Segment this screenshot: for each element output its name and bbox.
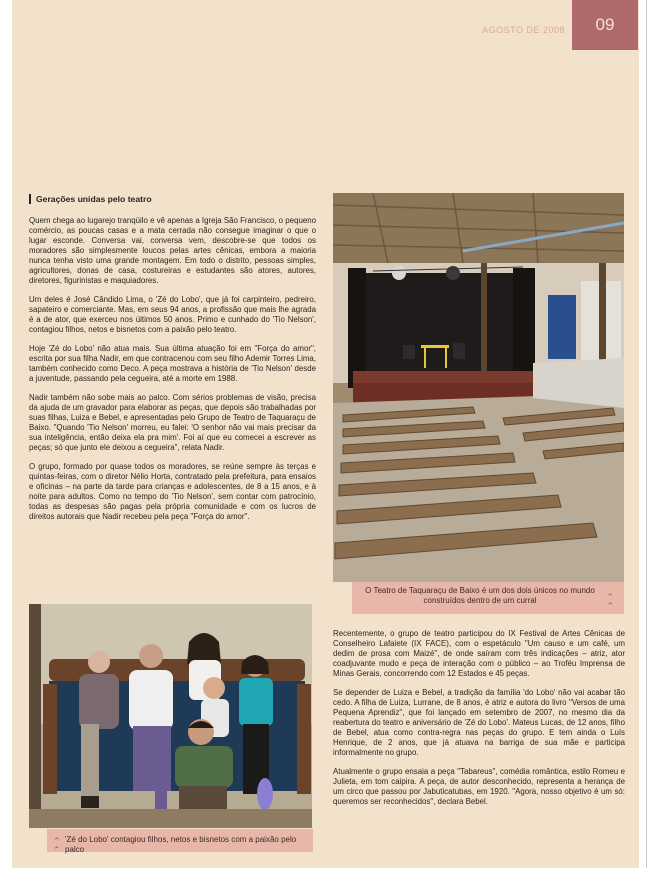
page-edge-divider (646, 0, 647, 868)
article-right-column (333, 629, 625, 816)
paragraph: Atualmente o grupo ensaia a peça "Tabareus", comédia romântica, estilo Romeu e Julieta, em tom caipira. A peça, de autor desconhecido, representa a herança de um circo que passou por Jabuticatubas, em 1920. "Agora, nosso objetivo é um só: queremos ser reconhecidos", declara Bebel. (333, 767, 625, 806)
section-title: Gerações unidas pelo teatro (36, 194, 152, 204)
paragraph: Recentemente, o grupo de teatro participou do IX Festival de Artes Cênicas de Conselheiro Lafaiete (IX FACE), com o espetáculo "Um causo e um café, um dedim de prosa com Maizé", de onde saíram com três indicações – atriz, ator coadjuvante mudo e peça de interação com o público – ao Troféu Imprensa de Minas Gerais, concorrendo com 12 Estados e 45 peças. (333, 629, 625, 678)
theater-photo (333, 193, 624, 582)
paragraph: Hoje 'Zé do Lobo' não atua mais. Sua última atuação foi em "Força do amor", escrita por sua filha Nadir, em que contracenou com seu filho Ademir Torres Lima, também conhecido como Deco. A peça mostrava a história de 'Tio Nelson' desde a juventude, passando pela cegueira, até a morte em 1988. (29, 344, 316, 383)
paragraph: Se depender de Luiza e Bebel, a tradição da família 'do Lobo' não vai acabar tão cedo. A filha de Luiza, Lurrane, de 8 anos, é atriz e autora do livro "Versos de uma Pequena Aprendiz", que foi lançado em setembro de 2007, no mesmo dia da reabertura do teatro e aniversário de 'Zé do Lobo'. Mateus Lucas, de 12 anos, filho de Bebel, atua como contra-regra nas peças do grupo. E tem ainda o Luís Henrique, de 2 anos, que já atuava na barriga de sua mãe e participa informalmente no grupo. (333, 688, 625, 757)
theater-photo-caption (352, 582, 624, 614)
caption-text: O Teatro de Taquaraçu de Baixo é um dos dois únicos no mundo construídos dentro de um curral (365, 586, 595, 605)
family-photo-caption (47, 829, 313, 855)
paragraph: O grupo, formado por quase todos os moradores, se reúne sempre às terças e quintas-feiras, com o diretor Nélio Horta, contratado pela prefeitura, para ensaios e oficinas – na parte da tarde para crianças e adolescentes, de 8 a 15 anos, e à noite para adultos. Como no tempo do 'Tio Nelson', sem contar com patrocínio, todas as despesas são pagas pela própria comunidade e com os lucros de direitos autorais que Nadir recebeu pela peça "Força do amor". (29, 462, 316, 521)
double-chevron-up-icon: ⌃ ⌃ (606, 592, 614, 611)
section-marker-bar (29, 194, 31, 204)
double-chevron-up-icon: ⌃ ⌃ (53, 836, 61, 855)
paragraph: Nadir também não sobe mais ao palco. Com sérios problemas de visão, precisa da ajuda de um gravador para elaborar as peças, que depois são trabalhadas por suas filhas, Luiza e Bebel, e apresentadas pelo Grupo de Teatro de Taquaraçu de Baixo. "Quando 'Tio Nelson' morreu, eu falei: 'O senhor não vai mais precisar da sua inteligência, então deixa ela pra mim'. Foi aí que eu comecei a escrever as peças; só que junto ele deixou a cegueira", relata Nadir. (29, 393, 316, 452)
article-left-column (29, 194, 316, 531)
section-heading (29, 194, 316, 204)
family-photo (29, 604, 312, 828)
caption-text: 'Zé do Lobo' contagiou filhos, netos e bisnetos com a paixão pelo palco (65, 835, 297, 854)
paragraph: Um deles é José Cândido Lima, o 'Zé do Lobo', que já foi carpinteiro, pedreiro, sapateiro e comerciante. Mas, em seus 94 anos, a profissão que mais lhe agrada é a de ator, que exerceu nos últimos 50 anos. Primo e cunhado do 'Tio Nelson', contagiou filhos, netos e bisnetos com a paixão pelo teatro. (29, 295, 316, 334)
page-number: 09 (572, 0, 638, 50)
paragraph: Quem chega ao lugarejo tranqüilo e vê apenas a Igreja São Francisco, o pequeno comércio, as poucas casas e a mata cerrada não consegue imaginar o que o lugar esconde. Conversa vai, conversa vem, descobre-se que todos os moradores são simplesmente loucos pelas artes cênicas, embora a maioria nunca tenha visto uma grande montagem. Em todo o distrito, pessoas simples, agricultores, donas de casa, costureiras e estudantes são atores, autores, diretores, figurinistas e maquiadores. (29, 216, 316, 285)
header-date: AGOSTO DE 2008 (482, 25, 565, 35)
